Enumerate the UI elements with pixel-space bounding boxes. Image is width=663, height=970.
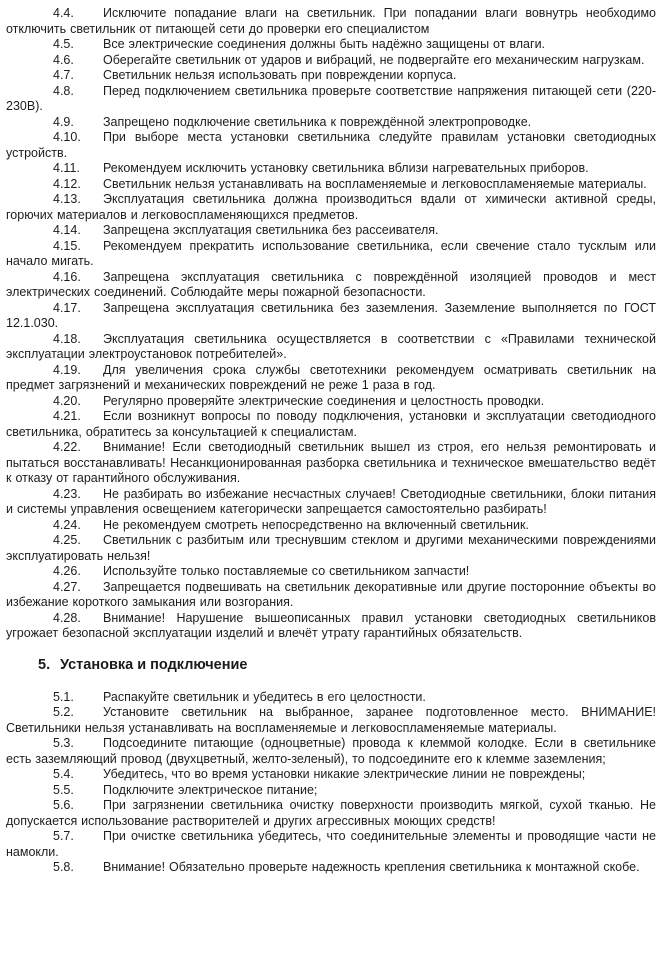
list-item <box>6 736 656 767</box>
item-number: 4.18. <box>53 331 81 346</box>
item-text: Все электрические соединения должны быть надёжно защищены от влаги. <box>103 37 546 51</box>
item-text: Если возникнут вопросы по поводу подключения, установки и эксплуатации светодиодного светильника, обратитесь за консультацией к специалистам. <box>6 409 656 439</box>
item-number: 4.10. <box>53 130 81 144</box>
item-number: 5.5. <box>53 782 74 797</box>
list-item <box>6 829 656 860</box>
item-text: Эксплуатация светильника осуществляется в соответствии с «Правилами технической эксплуатации электроустановок потребителей». <box>6 331 656 361</box>
item-text: Запрещена эксплуатация светильника с повреждённой изоляцией проводов и мест электрических соединений. Соблюдайте меры пожарной безопасности. <box>6 269 656 299</box>
section-heading-installation <box>6 656 656 674</box>
item-number: 4.19. <box>53 362 81 377</box>
list-item <box>6 115 656 131</box>
item-text: Запрещено подключение светильника к повреждённой электропроводке. <box>103 114 532 129</box>
list-item <box>6 301 656 332</box>
item-number: 4.26. <box>53 564 81 578</box>
item-text: Внимание! Нарушение вышеописанных правил установки светодиодных светильников угрожает безопасной эксплуатации изделий и влечёт утрату гарантийных обязательств. <box>6 610 656 640</box>
item-text: При выборе места установки светильника следуйте правилам установки светодиодных устройств. <box>6 130 656 160</box>
item-text: Для увеличения срока службы светотехники рекомендуем осматривать светильник на предмет загрязнений и механических повреждений не реже 1 раза в год. <box>6 362 656 392</box>
list-item <box>6 783 656 799</box>
list-item <box>6 161 656 177</box>
item-text: Не разбирать во избежание несчастных случаев! Светодиодные светильники, блоки питания и системы управления освещением категорически запрещается самостоятельно разбирать! <box>6 486 656 516</box>
item-text: Светильник нельзя устанавливать на воспламеняемые и легковоспламеняемые материалы. <box>103 176 647 191</box>
list-item <box>6 270 656 301</box>
list-item <box>6 487 656 518</box>
item-number: 5.7. <box>53 829 74 843</box>
item-number: 4.20. <box>53 393 81 408</box>
item-text: Эксплуатация светильника должна производиться вдали от химически активной среды, горючих материалов и легковоспламеняющихся предметов. <box>6 192 656 222</box>
item-text: Исключите попадание влаги на светильник. При попадании влаги вовнутрь необходимо отключить светильник от питающей сети до проверки его специалистом <box>6 6 656 36</box>
item-number: 4.16. <box>53 269 81 284</box>
section-heading-number: 5. <box>38 656 51 673</box>
list-item <box>6 518 656 534</box>
item-number: 4.23. <box>53 486 81 501</box>
item-number: 5.4. <box>53 767 74 781</box>
list-item <box>6 409 656 440</box>
list-item <box>6 533 656 564</box>
item-number: 4.5. <box>53 37 74 51</box>
item-text: Внимание! Обязательно проверьте надежность крепления светильника к монтажной скобе. <box>103 860 640 874</box>
item-text: Убедитесь, что во время установки никакие электрические линии не повреждены; <box>103 767 586 781</box>
list-item <box>6 6 656 37</box>
item-number: 4.14. <box>53 223 81 237</box>
item-text: Не рекомендуем смотреть непосредственно на включенный светильник. <box>103 517 529 532</box>
item-number: 4.27. <box>53 579 81 594</box>
item-text: Регулярно проверяйте электрические соединения и целостность проводки. <box>103 393 545 408</box>
item-number: 5.1. <box>53 689 74 704</box>
item-text: Подключите электрическое питание; <box>103 782 318 797</box>
item-text: Установите светильник на выбранное, заранее подготовленное место. ВНИМАНИЕ! Светильники нельзя устанавливать на воспламеняемые и легковоспламеняемые материалы. <box>6 705 656 735</box>
item-number: 4.6. <box>53 52 74 67</box>
list-item <box>6 53 656 69</box>
list-item <box>6 690 656 706</box>
item-number: 4.13. <box>53 192 81 206</box>
list-item <box>6 223 656 239</box>
list-item <box>6 84 656 115</box>
list-item <box>6 192 656 223</box>
item-number: 5.8. <box>53 860 74 874</box>
item-number: 5.6. <box>53 798 74 812</box>
list-item <box>6 130 656 161</box>
item-number: 4.21. <box>53 409 81 423</box>
item-text: Используйте только поставляемые со светильником запчасти! <box>103 564 470 578</box>
list-item <box>6 68 656 84</box>
item-number: 4.15. <box>53 238 81 253</box>
list-item <box>6 440 656 487</box>
list-item <box>6 860 656 876</box>
item-text: Светильник с разбитым или треснувшим стеклом и другими механическими повреждениями эксплуатировать нельзя! <box>6 533 656 563</box>
item-text: При очистке светильника убедитесь, что соединительные элементы и проводящие части не намокли. <box>6 829 656 859</box>
safety-rules-list <box>6 6 656 642</box>
item-number: 4.25. <box>53 533 81 547</box>
list-item <box>6 394 656 410</box>
item-text: Внимание! Если светодиодный светильник вышел из строя, его нельзя ремонтировать и пытаться восстанавливать! Несанкционированная разборка светильника и техническое вмешательство ведёт к отказу от гарантийного обслуживания. <box>6 440 656 485</box>
item-number: 4.24. <box>53 517 81 532</box>
list-item <box>6 363 656 394</box>
item-text: Подсоедините питающие (одноцветные) провода к клеммой колодке. Если в светильнике есть заземляющий провод (двухцветный, желто-зеленый), то подсоедините его к клемме заземления; <box>6 736 656 766</box>
item-text: Оберегайте светильник от ударов и вибраций, не подвергайте его механическим нагрузкам. <box>103 52 645 67</box>
list-item <box>6 37 656 53</box>
item-number: 4.8. <box>53 83 74 98</box>
item-number: 4.17. <box>53 300 81 315</box>
installation-steps-list <box>6 690 656 876</box>
list-item <box>6 705 656 736</box>
list-item <box>6 564 656 580</box>
item-text: Рекомендуем исключить установку светильника вблизи нагревательных приборов. <box>103 161 589 175</box>
item-text: Запрещена эксплуатация светильника без рассеивателя. <box>103 223 439 237</box>
item-number: 4.28. <box>53 610 81 625</box>
item-number: 5.2. <box>53 705 74 719</box>
item-number: 4.4. <box>53 6 74 20</box>
section-heading-title: Установка и подключение <box>60 656 248 673</box>
list-item <box>6 332 656 363</box>
item-text: Запрещается подвешивать на светильник декоративные или другие посторонние объекты во избежание короткого замыкания или возгорания. <box>6 579 656 609</box>
list-item <box>6 239 656 270</box>
item-text: Рекомендуем прекратить использование светильника, если свечение стало тусклым или начало мигать. <box>6 238 656 268</box>
item-text: При загрязнении светильника очистку поверхности производить мягкой, сухой тканью. Не допускается использование растворителей и других агрессивных моющих средств! <box>6 798 656 828</box>
list-item <box>6 767 656 783</box>
list-item <box>6 611 656 642</box>
item-number: 4.11. <box>53 161 80 175</box>
item-number: 4.7. <box>53 68 74 82</box>
item-number: 5.3. <box>53 736 74 750</box>
item-number: 4.12. <box>53 176 81 191</box>
item-number: 4.9. <box>53 114 74 129</box>
list-item <box>6 580 656 611</box>
list-item <box>6 798 656 829</box>
item-number: 4.22. <box>53 440 81 454</box>
item-text: Светильник нельзя использовать при повреждении корпуса. <box>103 68 457 82</box>
item-text: Распакуйте светильник и убедитесь в его целостности. <box>103 689 426 704</box>
list-item <box>6 177 656 193</box>
item-text: Перед подключением светильника проверьте соответствие напряжения питающей сети (220-230В). <box>6 83 656 113</box>
item-text: Запрещена эксплуатация светильника без заземления. Заземление выполняется по ГОСТ 12.1.030. <box>6 300 656 330</box>
